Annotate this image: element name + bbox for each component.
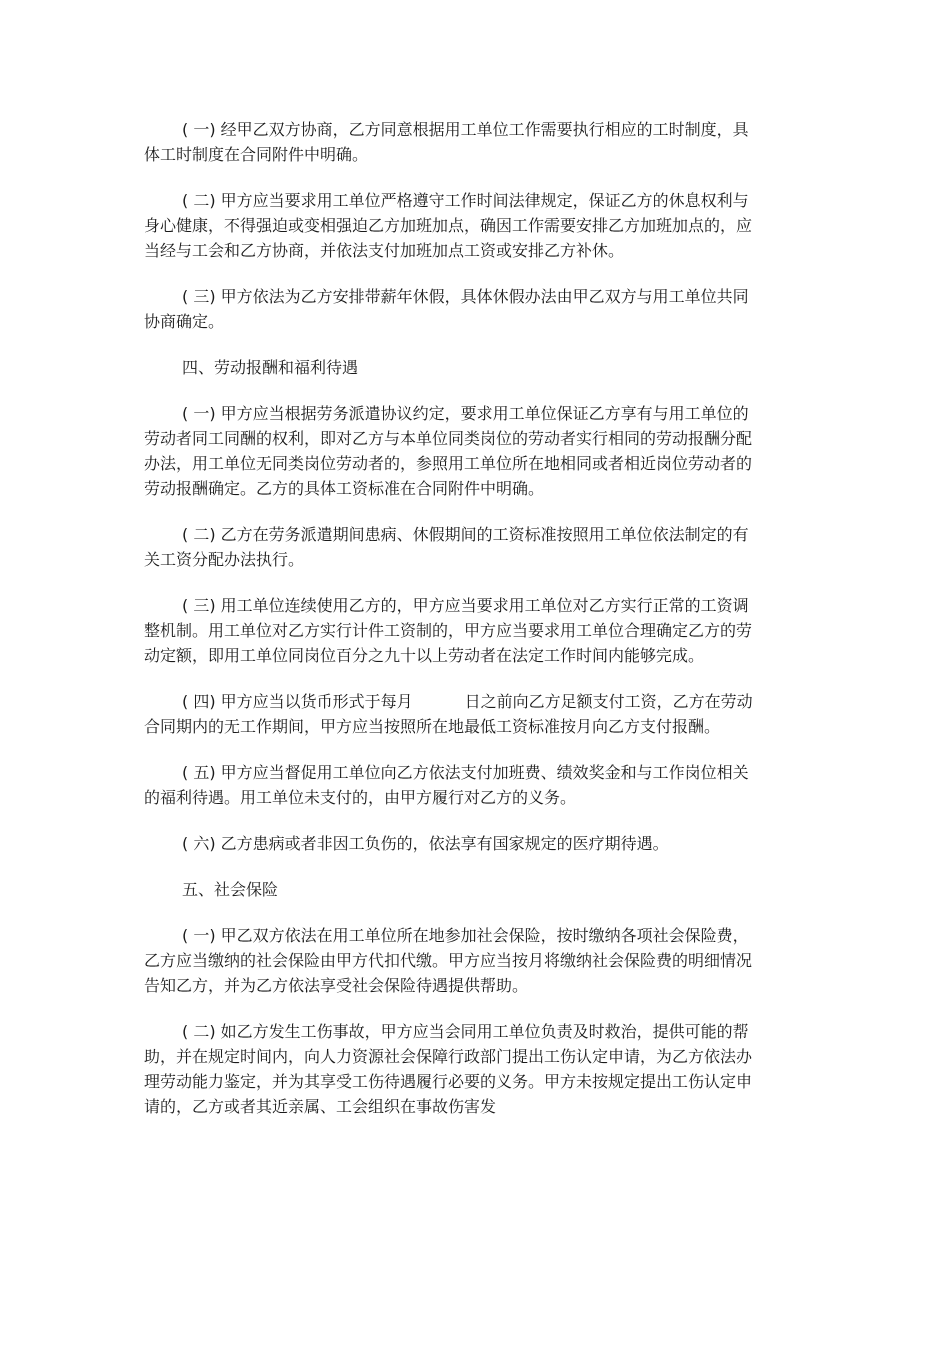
paragraph-payment-date [144,689,764,739]
paragraph-equal-pay: ( 一) 甲方应当根据劳务派遣协议约定，要求用工单位保证乙方享有与用工单位的劳动者同工同酬的权利，即对乙方与本单位同类岗位的劳动者实行相同的劳动报酬分配办法，用工单位无同类岗位劳动者的，参照用工单位所在地相同或者相近岗位劳动者的劳动报酬确定。乙方的具体工资标准在合同附件中明确。 [144,404,753,498]
paragraph-annual-leave: ( 三) 甲方依法为乙方安排带薪年休假，具体休假办法由甲乙双方与用工单位共同协商确定。 [144,287,749,331]
paragraph-work-injury: ( 二) 如乙方发生工伤事故，甲方应当会同用工单位负责及时救治，提供可能的帮助，并在规定时间内，向人力资源社会保障行政部门提出工伤认定申请，为乙方依法办理劳动能力鉴定，并为其享受工伤待遇履行必要的义务。甲方未按规定提出工伤认定申请的，乙方或者其近亲属、工会组织在事故伤害发 [144,1022,753,1116]
section-heading-social-insurance: 五、社会保险 [182,880,279,899]
paragraph-wage-adjustment: ( 三) 用工单位连续使用乙方的，甲方应当要求用工单位对乙方实行正常的工资调整机制。用工单位对乙方实行计件工资制的，甲方应当要求用工单位合理确定乙方的劳动定额，即用工单位同岗位百分之九十以上劳动者在法定工作时间内能够完成。 [144,596,753,665]
paragraph-insurance-contribution: ( 一) 甲乙双方依法在用工单位所在地参加社会保险，按时缴纳各项社会保险费，乙方应当缴纳的社会保险由甲方代扣代缴。甲方应当按月将缴纳社会保险费的明细情况告知乙方，并为乙方依法享受社会保险待遇提供帮助。 [144,926,753,995]
section-heading-remuneration: 四、劳动报酬和福利待遇 [182,358,359,377]
document-body [144,117,764,1140]
payment-date-text-before: ( 四) 甲方应当以货币形式于每月 [182,692,413,711]
paragraph-benefits: ( 五) 甲方应当督促用工单位向乙方依法支付加班费、绩效奖金和与工作岗位相关的福利待遇。用工单位未支付的，由甲方履行对乙方的义务。 [144,763,749,807]
paragraph-medical-period: ( 六) 乙方患病或者非因工负伤的，依法享有国家规定的医疗期待遇。 [182,834,669,853]
paragraph-sick-leave-pay: ( 二) 乙方在劳务派遣期间患病、休假期间的工资标准按照用工单位依法制定的有关工资分配办法执行。 [144,525,749,569]
paragraph-work-hours: ( 一) 经甲乙双方协商，乙方同意根据用工单位工作需要执行相应的工时制度，具体工时制度在合同附件中明确。 [144,120,749,164]
paragraph-overtime: ( 二) 甲方应当要求用工单位严格遵守工作时间法律规定，保证乙方的休息权利与身心健康，不得强迫或变相强迫乙方加班加点，确因工作需要安排乙方加班加点的，应当经与工会和乙方协商，并依法支付加班加点工资或安排乙方补休。 [144,191,753,260]
payment-date-text-after: 日之前向乙方足额支付工资，乙方在劳动合同期内的无工作期间，甲方应当按照所在地最低工资标准按月向乙方支付报酬。 [144,692,753,736]
